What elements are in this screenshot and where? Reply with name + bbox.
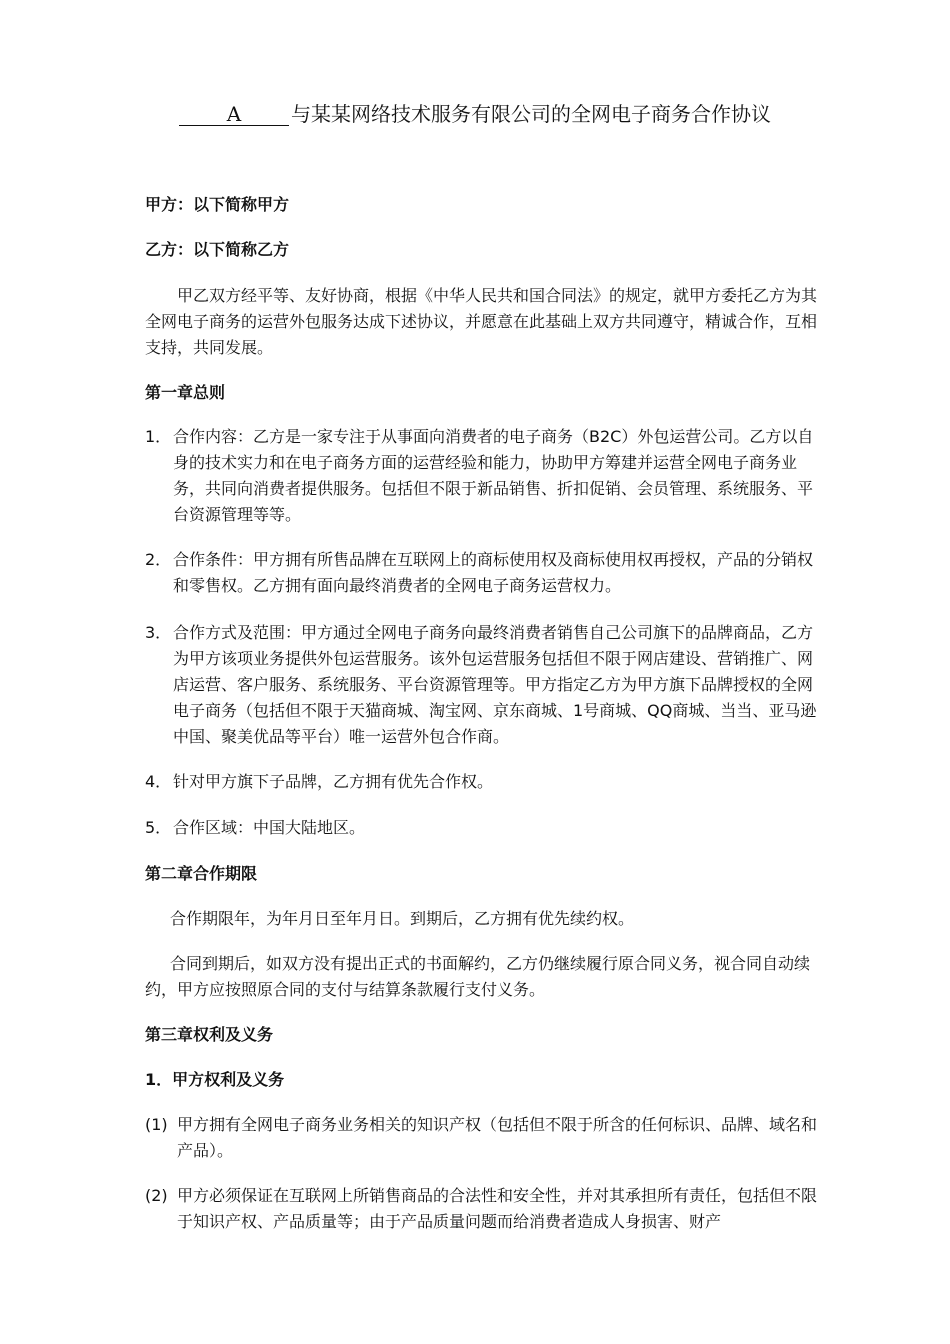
chapter3-item-1 bbox=[145, 1112, 817, 1164]
chapter2-paragraph-2: 合同到期后，如双方没有提出正式的书面解约，乙方仍继续履行原合同义务，视合同自动续约，甲方应按照原合同的支付与结算条款履行支付义务。 bbox=[145, 954, 811, 999]
item-number: 2． bbox=[145, 550, 172, 569]
item-text: 合作内容：乙方是一家专注于从事面向消费者的电子商务（B2C）外包运营公司。乙方以自身的技术实力和在电子商务方面的运营经验和能力，协助甲方筹建并运营全网电子商务业务，共同向消费者提供服务。包括但不限于新品销售、折扣促销、会员管理、系统服务、平台资源管理等等。 bbox=[173, 427, 814, 524]
item-text: 针对甲方旗下子品牌，乙方拥有优先合作权。 bbox=[173, 772, 494, 791]
party-a-line: 甲方：以下简称甲方 bbox=[145, 195, 290, 214]
title-text: 与某某网络技术服务有限公司的全网电子商务合作协议 bbox=[291, 102, 771, 126]
item-number: 3． bbox=[145, 623, 172, 642]
chapter1-item-4 bbox=[145, 769, 817, 795]
item-number: 4． bbox=[145, 772, 172, 791]
document-title bbox=[0, 100, 950, 128]
item-number: 5． bbox=[145, 818, 172, 837]
item-text: 合作条件：甲方拥有所售品牌在互联网上的商标使用权及商标使用权再授权，产品的分销权和零售权。乙方拥有面向最终消费者的全网电子商务运营权力。 bbox=[173, 550, 814, 595]
item-number: 1． bbox=[145, 427, 172, 446]
chapter3-heading: 第三章权利及义务 bbox=[145, 1025, 274, 1044]
item-text: 甲方必须保证在互联网上所销售商品的合法性和安全性，并对其承担所有责任，包括但不限于知识产权、产品质量等；由于产品质量问题而给消费者造成人身损害、财产 bbox=[177, 1186, 818, 1231]
item-text: 合作方式及范围：甲方通过全网电子商务向最终消费者销售自己公司旗下的品牌商品，乙方为甲方该项业务提供外包运营服务。该外包运营服务包括但不限于网店建设、营销推广、网店运营、客户服务、系统服务、平台资源管理等。甲方指定乙方为甲方旗下品牌授权的全网电子商务（包括但不限于天猫商城、淘宝网、京东商城、1号商城、QQ商城、当当、亚马逊中国、聚美优品等平台）唯一运营外包合作商。 bbox=[173, 623, 817, 746]
title-blank-field: A bbox=[179, 103, 289, 126]
chapter3-item-2 bbox=[145, 1183, 817, 1235]
chapter1-item-2 bbox=[145, 547, 817, 599]
chapter2-heading: 第二章合作期限 bbox=[145, 864, 258, 883]
chapter1-heading: 第一章总则 bbox=[145, 383, 226, 402]
chapter1-item-3 bbox=[145, 620, 817, 750]
item-text: 甲方拥有全网电子商务业务相关的知识产权（包括但不限于所含的任何标识、品牌、域名和产品）。 bbox=[177, 1115, 818, 1160]
item-text: 合作区域：中国大陆地区。 bbox=[173, 818, 366, 837]
item-number: (2) bbox=[145, 1186, 168, 1205]
item-number: (1) bbox=[145, 1115, 168, 1134]
chapter3-subheading-1: 1．甲方权利及义务 bbox=[145, 1070, 285, 1089]
chapter1-item-1 bbox=[145, 424, 817, 528]
party-b-line: 乙方：以下简称乙方 bbox=[145, 240, 290, 259]
preamble-paragraph: 甲乙双方经平等、友好协商，根据《中华人民共和国合同法》的规定，就甲方委托乙方为其全网电子商务的运营外包服务达成下述协议，并愿意在此基础上双方共同遵守，精诚合作，互相支持，共同发展。 bbox=[145, 286, 818, 357]
chapter2-paragraph-1: 合作期限年，为年月日至年月日。到期后，乙方拥有优先续约权。 bbox=[170, 909, 635, 928]
chapter1-item-5 bbox=[145, 815, 817, 841]
